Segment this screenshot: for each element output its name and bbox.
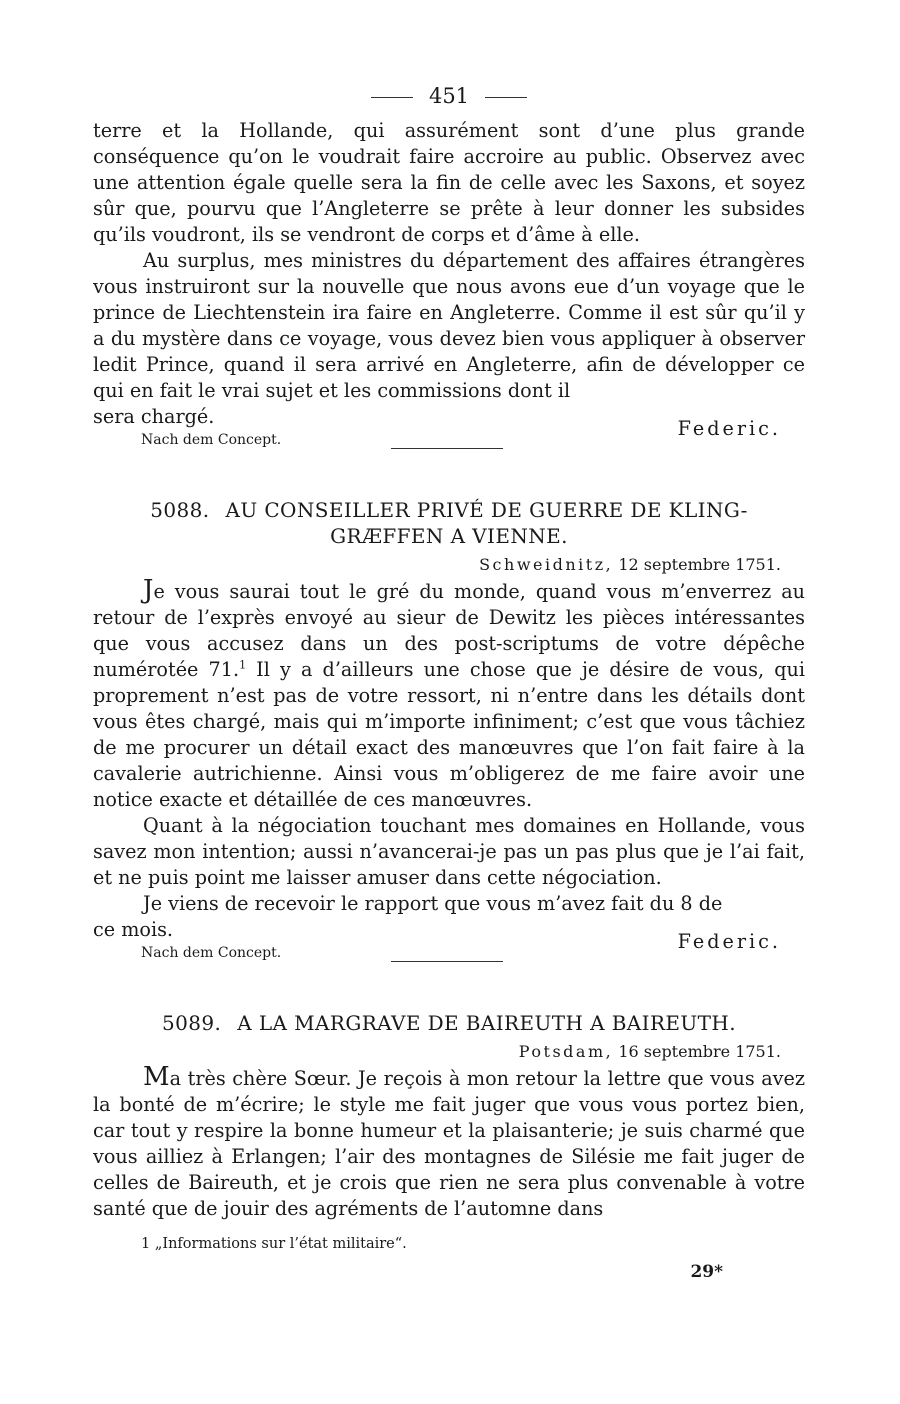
paragraph-text: e vous saurai tout le gré du monde, quand vous m’enverrez au retour de l’exprès envoyé au sieur de Dewitz les pièces intéressantes que vous accusez dans un des post-scriptums de votre dépêche numérotée 71. [93, 580, 805, 681]
signature: Federic. [677, 930, 781, 953]
paragraph: Je viens de recevoir le rapport que vous m’avez fait du 8 de [143, 892, 723, 915]
initial-letter: M [143, 1062, 170, 1092]
paragraph: Quant à la négociation touchant mes domaines en Hollande, vous savez mon intention; aussi n’avancerai-je pas un pas plus que je l’ai fait, et ne puis point me laisser amuser dans cette négociation. [93, 814, 805, 889]
letter-number: 5089. [162, 1011, 222, 1035]
page-number: 451 [93, 84, 805, 108]
letter-5089 [93, 1010, 805, 1222]
paragraph-text: a très chère Sœur. Je reçois à mon retour la lettre que vous avez la bonté de m’écrire; le style me fait juger que vous vous portez bien, car tout y respire la bonne humeur et la plaisanterie; je suis charmé que vous ailliez à Erlangen; l’air des montagnes de Silésie me fait juger de celles de Baireuth, et je crois que rien ne sera plus convenable à votre santé que de jouir des agréments de l’automne dans [93, 1067, 805, 1220]
letter-heading [93, 497, 805, 549]
source-note: Nach dem Concept. [141, 432, 282, 448]
paragraph: terre et la Hollande, qui assurément sont d’une plus grande conséquence qu’on le voudrait faire accroire au public. Observez avec une attention égale quelle sera la fin de celle avec les Saxons, et soyez sûr que, pourvu que l’Angleterre se prête à leur donner les subsides qu’ils voudront, ils se vendront de corps et d’âme à elle. [93, 119, 805, 246]
footnote-mark: 1 [239, 658, 247, 672]
letter-5088 [93, 497, 805, 962]
dateline [93, 1040, 781, 1064]
letter-continuation [93, 118, 805, 449]
paragraph: Au surplus, mes ministres du département des affaires étrangères vous instruiront sur la nouvelle que nous avons eue d’un voyage que le prince de Liechtenstein ira faire en Angleterre. Comme il est sûr qu’il y a du mystère dans ce voyage, vous devez bien vous appliquer à observer ledit Prince, quand il sera arrivé en Angleterre, afin de développer ce qui en fait le vrai sujet et les commissions dont il [93, 249, 805, 402]
section-divider [391, 961, 503, 962]
date: 12 septembre 1751. [618, 555, 781, 574]
place: Schweidnitz, [479, 555, 614, 574]
last-line: sera chargé. [93, 405, 215, 428]
paragraph-text: Il y a d’ailleurs une chose que je désire de vous, qui proprement n’est pas de votre ressort, ni n’entre dans les détails dont vous êtes chargé, mais qui m’importe infiniment; c’est que vous tâchiez de me procurer un détail exact des manœuvres que l’on fait faire à la cavalerie autrichienne. Ainsi vous m’obligerez de me faire avoir une notice exacte et détaillée de ces manœuvres. [93, 658, 805, 811]
paragraph [93, 1064, 805, 1222]
initial-letter: J [143, 575, 154, 605]
place: Potsdam, [518, 1042, 614, 1061]
section-divider [391, 448, 503, 449]
letter-number: 5088. [150, 498, 210, 522]
letter-title: A LA MARGRAVE DE BAIREUTH A BAIREUTH. [237, 1011, 736, 1035]
letter-title: AU CONSEILLER PRIVÉ DE GUERRE DE KLING- GRÆFFEN A VIENNE. [225, 498, 748, 548]
sheet-signature: 29* [690, 1262, 723, 1282]
paragraph [93, 577, 805, 813]
letter-heading [93, 1010, 805, 1036]
footnote: 1 „Informations sur l’état militaire“. [141, 1236, 407, 1252]
source-note: Nach dem Concept. [141, 945, 282, 961]
document-page [93, 84, 805, 1282]
dateline [93, 553, 781, 577]
date: 16 septembre 1751. [618, 1042, 781, 1061]
last-line: ce mois. [93, 918, 174, 941]
signature: Federic. [677, 417, 781, 440]
